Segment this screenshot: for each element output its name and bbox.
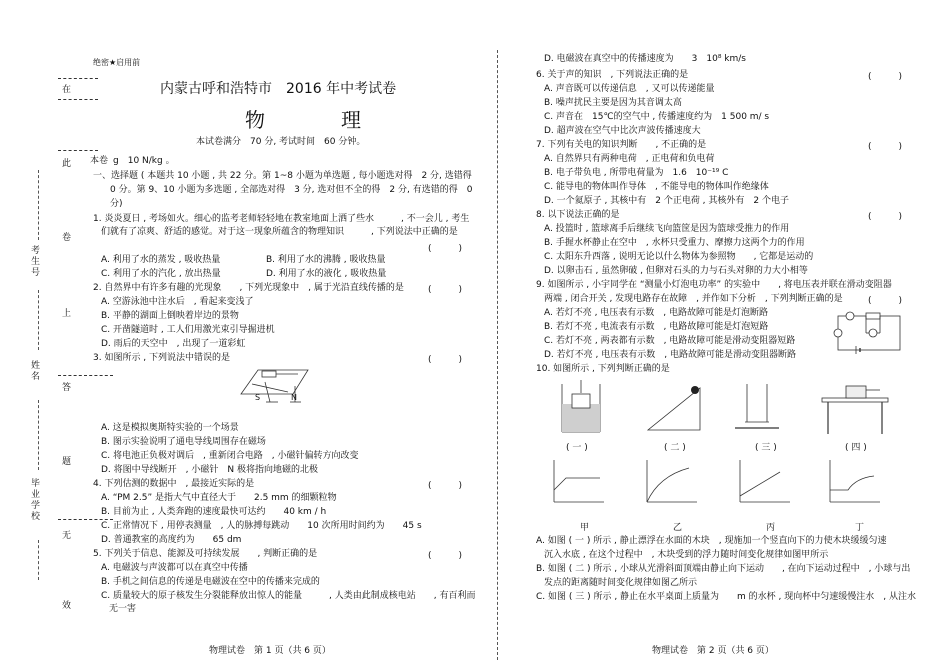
- rheostat-symbol: [866, 313, 880, 319]
- q1-option-a[interactable]: A. 利用了水的蒸发 , 吸收热量: [101, 255, 221, 265]
- q2-option-c[interactable]: C. 开凿隧道时 , 工人们用激光束引导掘进机: [101, 325, 275, 335]
- answer-paren: ( ): [428, 285, 463, 295]
- q7-option-c[interactable]: C. 能导电的物体叫作导体 , 不能导电的物体叫作绝缘体: [544, 182, 769, 192]
- figure-3-cup: [735, 382, 779, 434]
- magnet-block: [846, 386, 866, 398]
- fill-line: [38, 540, 39, 580]
- q8-option-c[interactable]: C. 太阳东升西落 , 说明无论以什么物体为参照物 , 它都是运动的: [544, 252, 814, 262]
- figure-1-float: [560, 378, 602, 434]
- q7-option-a[interactable]: A. 自然界只有两种电荷 , 正电荷和负电荷: [544, 154, 715, 164]
- answer-paren: ( ): [868, 142, 903, 152]
- q6-stem: 6. 关于声的知识 , 下列说法正确的是: [536, 70, 689, 80]
- fig-label-4: ( 四 ): [845, 443, 867, 453]
- seal-dash: [58, 375, 113, 376]
- g-note-prefix: 本卷: [90, 156, 109, 166]
- seal-char: 此: [62, 159, 72, 169]
- answer-paren: ( ): [868, 212, 903, 222]
- q5-option-c[interactable]: C. 质量较大的原子核发生分裂能释放出惊人的能量 , 人类由此制成核电站 , 有百利而: [101, 591, 476, 601]
- exam-no-label: 考生号: [29, 245, 39, 278]
- footer-left: 物理试卷 第 1 页（共 6 页）: [209, 646, 331, 656]
- voltmeter-symbol: [869, 329, 877, 337]
- circuit-diagram: [828, 308, 908, 354]
- graph-bing: [736, 458, 792, 506]
- q3-stem: 3. 如图所示 , 下列说法中错误的是: [93, 353, 231, 363]
- q7-option-b[interactable]: B. 电子带负电 , 所带电荷量为 1.6 10⁻¹⁹ C: [544, 168, 729, 178]
- section-heading-2: 0 分。第 9、10 小题为多选题 , 全部选对得 3 分, 选对但不全的得 2 分, 有选错的得 0: [110, 185, 473, 195]
- q3-option-b[interactable]: B. 图示实验说明了通电导线周围存在磁场: [101, 437, 266, 447]
- q2-option-d[interactable]: D. 雨后的天空中 , 出现了一道彩虹: [101, 339, 246, 349]
- q8-option-b[interactable]: B. 手握水杯静止在空中 , 水杯只受重力、摩擦力这两个力的作用: [544, 238, 805, 248]
- confidential-mark: 绝密★启用前: [93, 58, 141, 67]
- fill-line: [38, 290, 39, 350]
- seal-dash: [58, 150, 98, 151]
- q8-option-a[interactable]: A. 投篮时 , 篮球离手后继续飞向篮筐是因为篮球受推力的作用: [544, 224, 790, 234]
- q2-stem: 2. 自然界中有许多有趣的光现象 , 下列光现象中 , 属于光沿直线传播的是: [93, 283, 404, 293]
- q10-option-a[interactable]: A. 如图 ( 一 ) 所示 , 静止漂浮在水面的木块 , 现施加一个竖直向下的力使木块缓缓匀速: [536, 536, 887, 546]
- q1-option-d[interactable]: D. 利用了水的液化 , 吸收热量: [266, 269, 387, 279]
- seal-char: 题: [62, 457, 72, 467]
- ball: [691, 386, 699, 394]
- fig-label-s: S: [255, 393, 261, 402]
- exam-title: 内蒙古呼和浩特市 2016 年中考试卷: [160, 81, 397, 97]
- graph-ding: [826, 458, 882, 506]
- answer-paren: ( ): [868, 296, 903, 306]
- q2-option-a[interactable]: A. 空游泳池中注水后 , 看起来变浅了: [101, 297, 254, 307]
- g-note: g 10 N/kg 。: [113, 156, 175, 166]
- name-label: 姓名: [29, 360, 39, 382]
- section-heading: 一、选择题 ( 本题共 10 小题 , 共 22 分。第 1~8 小题为单选题 , 每小题选对得 2 分, 选错得: [93, 171, 472, 181]
- q1-option-b[interactable]: B. 利用了水的沸腾 , 吸收热量: [266, 255, 386, 265]
- answer-paren: ( ): [868, 72, 903, 82]
- q5-option-d[interactable]: D. 电磁波在真空中的传播速度为 3 10⁸ km/s: [544, 54, 746, 64]
- fig-label-n: N: [291, 393, 297, 402]
- q9-option-a[interactable]: A. 若灯不亮 , 电压表有示数 , 电路故障可能是灯泡断路: [544, 308, 769, 318]
- q10-option-b-cont: 发点的距离随时间变化规律如图乙所示: [544, 578, 698, 588]
- q10-option-a-cont: 沉入水底 , 在这个过程中 , 木块受到的浮力随时间变化规律如图甲所示: [544, 550, 829, 560]
- fig-label-2: ( 二 ): [664, 443, 686, 453]
- q9-stem: 9. 如图所示 , 小宇同学在 “测量小灯泡电功率” 的实验中 , 将电压表并联在滑动变阻器: [536, 280, 892, 290]
- q10-option-b[interactable]: B. 如图 ( 二 ) 所示 , 小球从光滑斜面顶端由静止向下运动 , 在向下运动过程中 , 小球与出: [536, 564, 911, 574]
- section-heading-3: 分): [110, 199, 123, 209]
- q5-option-a[interactable]: A. 电磁波与声波都可以在真空中传播: [101, 563, 248, 573]
- answer-paren: ( ): [428, 551, 463, 561]
- q1-stem: 1. 炎炎夏日 , 考场如火。细心的监考老师轻轻地在教室地面上洒了些水 , 不一会儿 , 考生: [93, 214, 470, 224]
- battery-shape: [262, 371, 276, 377]
- score-info: 本试卷满分 70 分, 考试时间 60 分钟。: [196, 137, 366, 147]
- subject-title: 物 理: [245, 108, 389, 132]
- q8-stem: 8. 以下说法正确的是: [536, 210, 620, 220]
- q4-option-b[interactable]: B. 目前为止 , 人类奔跑的速度最快可达约 40 km / h: [101, 507, 327, 517]
- q9-option-b[interactable]: B. 若灯不亮 , 电流表有示数 , 电路故障可能是灯泡短路: [544, 322, 769, 332]
- answer-paren: ( ): [428, 355, 463, 365]
- q6-option-a[interactable]: A. 声音既可以传递信息 , 又可以传递能量: [544, 84, 715, 94]
- q8-option-d[interactable]: D. 以卵击石 , 虽然卵破 , 但卵对石头的力与石头对卵的力大小相等: [544, 266, 808, 276]
- fig-label-3: ( 三 ): [755, 443, 777, 453]
- graph-label-jia: 甲: [580, 523, 590, 533]
- school-label: 毕业学校: [29, 478, 39, 522]
- q6-option-c[interactable]: C. 声音在 15℃的空气中 , 传播速度约为 1 500 m/ s: [544, 112, 770, 122]
- graph-yi: [643, 458, 699, 506]
- fill-line: [38, 170, 39, 240]
- q9-option-c[interactable]: C. 若灯不亮 , 两表都有示数 , 电路故障可能是滑动变阻器短路: [544, 336, 796, 346]
- q7-option-d[interactable]: D. 一个氦原子 , 其核中有 2 个正电荷 , 其核外有 2 个电子: [544, 196, 789, 206]
- q4-option-a[interactable]: A. “PM 2.5” 是指大气中直径大于 2.5 mm 的细颗粒物: [101, 493, 337, 503]
- q5-option-b[interactable]: B. 手机之间信息的传递是电磁波在空中的传播来完成的: [101, 577, 320, 587]
- q5-option-c-cont: 无一害: [109, 604, 137, 614]
- q4-option-c[interactable]: C. 正常情况下 , 用停表测量 , 人的脉搏每跳动 10 次所用时间约为 45 s: [101, 521, 422, 531]
- q6-option-d[interactable]: D. 超声波在空气中比次声波传播速度大: [544, 126, 701, 136]
- q10-option-c[interactable]: C. 如图 ( 三 ) 所示 , 静止在水平桌面上质量为 m 的水杯 , 现向杯中匀速缓慢注水 , 从注水: [536, 592, 916, 602]
- q1-option-c[interactable]: C. 利用了水的汽化 , 放出热量: [101, 269, 221, 279]
- footer-right: 物理试卷 第 2 页（共 6 页）: [652, 646, 774, 656]
- q3-option-a[interactable]: A. 这是模拟奥斯特实验的一个场景: [101, 423, 239, 433]
- figure-2-incline: [646, 382, 702, 432]
- answer-paren: ( ): [428, 244, 463, 254]
- seal-char: 上: [62, 309, 72, 319]
- q1-stem-2: 们就有了凉爽、舒适的感觉。对于这一现象所蕴含的物理知识 , 下列说法中正确的是: [101, 227, 458, 237]
- answer-paren: ( ): [428, 481, 463, 491]
- seal-dash: [58, 78, 98, 79]
- q9-option-d[interactable]: D. 若灯不亮 , 电压表有示数 , 电路故障可能是滑动变阻器断路: [544, 350, 796, 360]
- q7-stem: 7. 下列有关电的知识判断 , 不正确的是: [536, 140, 707, 150]
- seal-char: 在: [62, 85, 72, 95]
- q3-option-d[interactable]: D. 将图中导线断开 , 小磁针 N 极将指向地磁的北极: [101, 465, 318, 475]
- graph-label-ding: 丁: [855, 523, 865, 533]
- bulb-symbol: [846, 312, 854, 320]
- q6-option-b[interactable]: B. 噪声扰民主要是因为其音调太高: [544, 98, 682, 108]
- q10-stem: 10. 如图所示 , 下列判断正确的是: [536, 364, 670, 374]
- graph-jia: [550, 458, 606, 506]
- seal-char: 效: [62, 601, 72, 611]
- seal-char: 卷: [62, 233, 72, 243]
- seal-dash: [58, 99, 98, 100]
- oersted-figure: [238, 362, 313, 412]
- page-fold-line: [497, 50, 498, 660]
- figure-4-table: [820, 380, 890, 434]
- q9-stem-2: 两端 , 闭合开关 , 发现电路存在故障 , 并作如下分析 , 下列判断正确的是: [544, 294, 843, 304]
- graph-label-yi: 乙: [673, 523, 683, 533]
- ammeter-symbol: [834, 329, 842, 337]
- q4-option-d[interactable]: D. 普通教室的高度约为 65 dm: [101, 535, 242, 545]
- q4-stem: 4. 下列估测的数据中 , 最接近实际的是: [93, 479, 255, 489]
- wood-block: [572, 394, 590, 408]
- seal-char: 无: [62, 531, 72, 541]
- q5-stem: 5. 下列关于信息、能源及可持续发展 , 判断正确的是: [93, 549, 318, 559]
- q2-option-b[interactable]: B. 平静的湖面上倒映着岸边的景物: [101, 311, 239, 321]
- seal-char: 答: [62, 383, 72, 393]
- fill-line: [38, 400, 39, 470]
- graph-label-bing: 丙: [766, 523, 776, 533]
- q3-option-c[interactable]: C. 将电池正负极对调后 , 重新闭合电路 , 小磁针偏转方向改变: [101, 451, 359, 461]
- fig-label-1: ( 一 ): [566, 443, 588, 453]
